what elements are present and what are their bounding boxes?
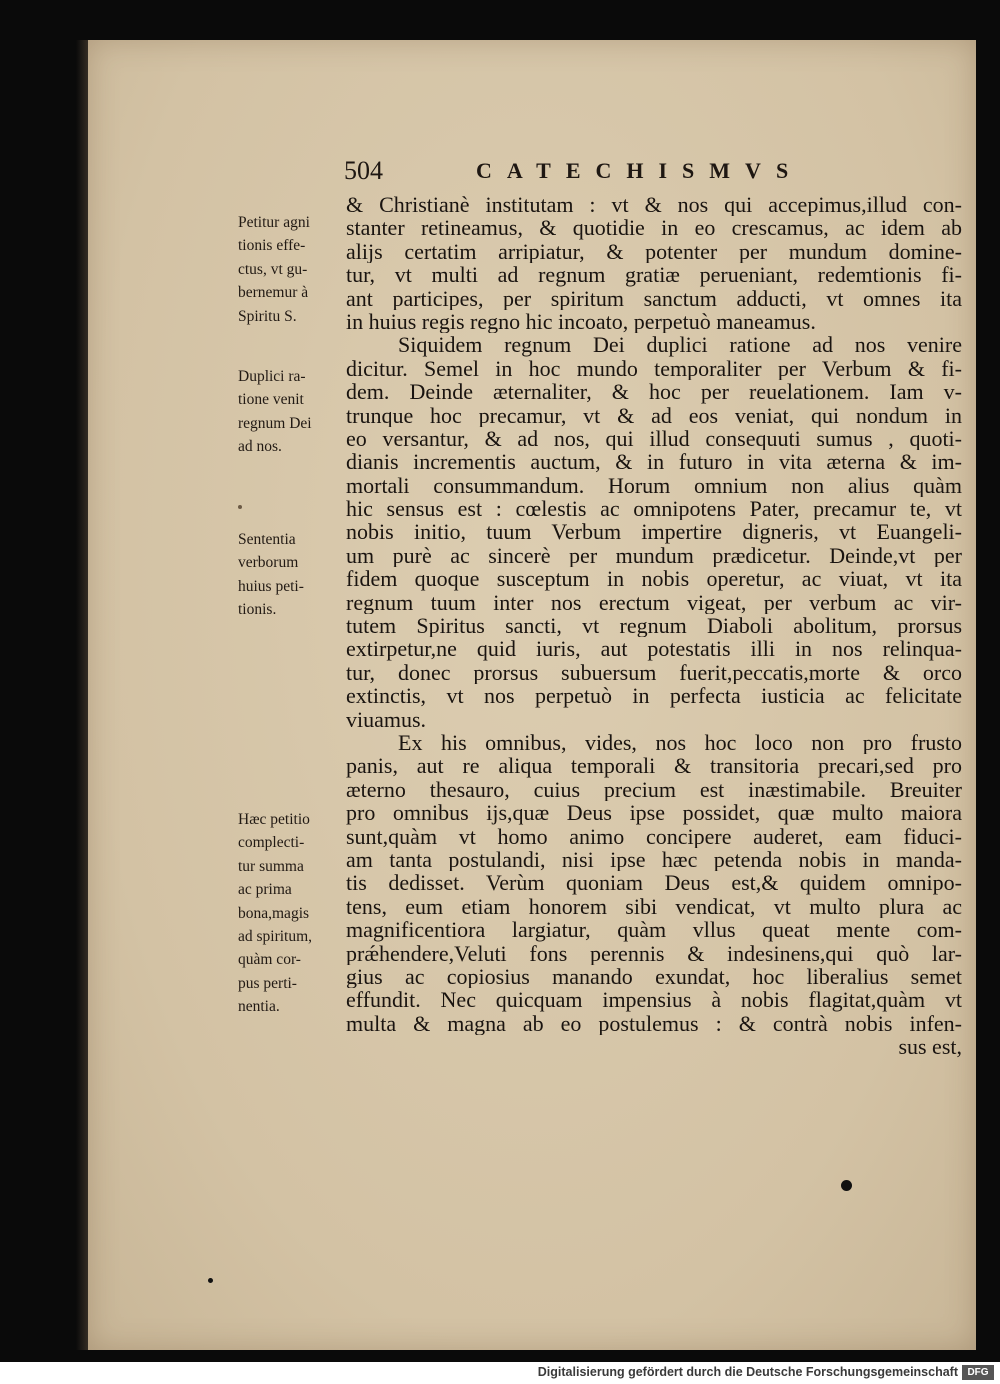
text-line: & Christianè institutam : vt & nos qui accepimus,illud con- [346, 193, 962, 217]
margin-note-line: ad nos. [238, 438, 282, 456]
margin-note-line: Hæc petitio [238, 811, 310, 828]
margin-note-line: ad spiritum, [238, 927, 313, 945]
margin-note-line: Petitur agni [238, 214, 310, 231]
text-line: alijs certatim arripiatur, & potenter per mundum domine- [346, 239, 962, 264]
text-line: ant participes, per spiritum sanctum adducti, vt omnes ita [346, 286, 962, 310]
margin-note-line: bernemur à [238, 284, 309, 302]
text-line: multa & magna ab eo postulemus : & contrà nobis infen- [346, 1011, 962, 1036]
text-line: mortali consummandum. Horum omnium non alius quàm [346, 473, 962, 498]
text-line: hic sensus est : cœlestis ac omnipotens Pater, precamur te, vt [346, 497, 962, 521]
footer-bar [0, 1362, 1000, 1384]
margin-note-line: Spiritu S. [238, 307, 297, 325]
margin-note-line: tionis effe- [238, 237, 306, 255]
margin-note-duplici [238, 365, 346, 459]
text-line: dem. Deinde æternaliter, & hoc per reuelationem. Iam v- [346, 380, 962, 404]
margin-note-line: verborum [238, 554, 299, 572]
text-line: æterno thesauro, cuius precium est inæstimabile. Breuiter [346, 777, 962, 802]
text-line: stanter retineamus, & quotidie in eo crescamus, ac idem ab [346, 216, 962, 240]
margin-note-line: huius peti- [238, 577, 304, 595]
margin-note-line: complecti- [238, 834, 305, 852]
text-line: tis dedisset. Verùm quoniam Deus est,& quidem omnipo- [346, 871, 962, 895]
margin-note-haec-petitio [238, 808, 346, 1019]
body-text [346, 193, 962, 1058]
text-line: eo versantur, & ad nos, qui illud consequuti sumus , quoti- [346, 426, 962, 451]
text-line: magnificentiora largiatur, quàm vllus queat mente com- [346, 918, 962, 942]
text-line: fidem quoque susceptum in nobis operetur, ac viuat, vt ita [346, 567, 962, 591]
margin-note-line: tur summa [238, 857, 304, 875]
margin-note-line: ctus, vt gu- [238, 260, 308, 278]
margin-note-line: Sententia [238, 531, 296, 548]
text-line: panis, aut re aliqua temporali & transitoria precari,sed pro [346, 754, 962, 778]
margin-note-line: quàm cor- [238, 951, 301, 969]
text-line: sus est, [898, 1035, 962, 1059]
text-line: tur, donec prorsus subuersum fuerit,peccatis,morte & orco [346, 660, 962, 685]
text-line: regnum tuum inter nos erectum vigeat, per verbum ac vir- [346, 590, 962, 615]
text-line: am tanta postulandi, nisi ipse hæc petenda nobis in manda- [346, 847, 962, 872]
text-line: prǽhendere,Veluti fons perennis & indesinens,qui quò lar- [346, 941, 962, 965]
text-line: dianis incrementis auctum, & in futuro in vita æterna & im- [346, 450, 962, 474]
text-line: extirpetur,ne quid iuris, aut potestatis illi in nos relinqua- [346, 637, 962, 661]
funding-credit: Digitalisierung gefördert durch die Deutsche Forschungsgemeinschaft [537, 1365, 958, 1379]
text-line: trunque hoc precamur, vt & ad eos veniat, qui nondum in [346, 403, 962, 427]
margin-note-line: ac prima [238, 881, 292, 899]
dfg-logo: DFG [962, 1365, 994, 1380]
text-line: tens, eum etiam honorem sibi vendicat, vt multo plura ac [346, 894, 962, 919]
margin-note-line: Duplici ra- [238, 368, 306, 385]
ink-speck [238, 505, 242, 509]
running-title: CATECHISMVS [476, 158, 804, 183]
text-line: gius ac copiosius manando exundat, hoc liberalius semet [346, 964, 962, 989]
text-line: Ex his omnibus, vides, nos hoc loco non pro frusto [398, 730, 962, 755]
margin-note-line: tionis. [238, 601, 277, 619]
text-line: extinctis, vt nos perpetuò in perfecta iusticia ac felicitate [346, 684, 962, 708]
margin-note-line: tione venit [238, 391, 304, 409]
margin-note-line: bona,magis [238, 904, 310, 922]
ink-speck [208, 1278, 213, 1283]
text-line: dicitur. Semel in hoc mundo temporaliter per Verbum & fi- [346, 356, 962, 381]
text-line: um purè ac sincerè per mundum prædicetur. Deinde,vt per [346, 543, 962, 568]
margin-note-line: pus perti- [238, 974, 297, 992]
ink-blot [841, 1180, 852, 1191]
running-head [344, 156, 964, 188]
text-line: pro omnibus ijs,quæ Deus ipse possidet, quæ multo maiora [346, 801, 962, 825]
margin-note-petitur [238, 211, 346, 328]
text-line: Siquidem regnum Dei duplici ratione ad nos venire [398, 333, 962, 357]
page-number: 504 [344, 156, 383, 185]
margin-note-line: nentia. [238, 998, 280, 1016]
margin-note-sententia [238, 528, 346, 622]
text-line: effundit. Nec quicquam impensius à nobis flagitat,quàm vt [346, 988, 962, 1012]
margin-note-line: regnum Dei [238, 414, 312, 432]
text-line: in huius regis regno hic incoato, perpetuò maneamus. [346, 309, 816, 334]
text-line: tutem Spiritus sancti, vt regnum Diaboli abolitum, prorsus [346, 614, 962, 638]
text-line: tur, vt multi ad regnum gratiæ perueniant, redemtionis fi- [346, 263, 962, 287]
text-line: sunt,quàm vt homo animo concipere auderet, eam fiduci- [346, 824, 962, 848]
text-line: viuamus. [346, 707, 427, 731]
text-line: nobis initio, tuum Verbum impertire digneris, vt Euangeli- [346, 520, 962, 544]
